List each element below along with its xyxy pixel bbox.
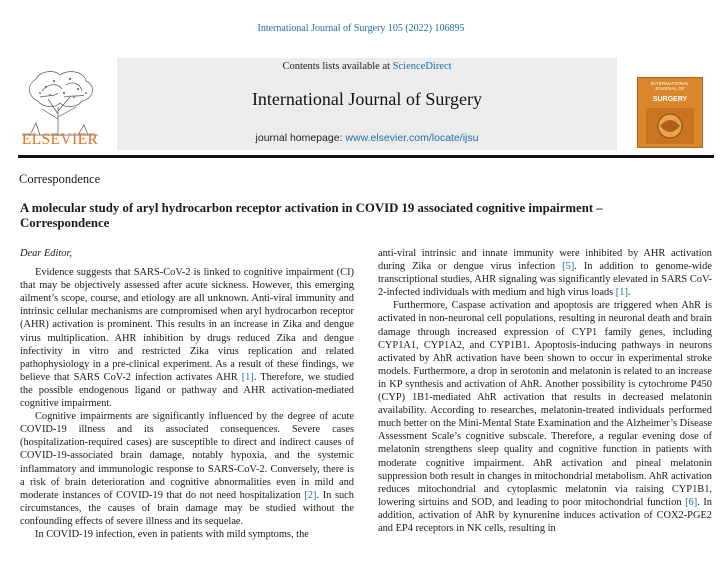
- cover-title-large: SURGERY: [652, 96, 688, 103]
- paragraph: Evidence suggests that SARS-CoV-2 is linked to cognitive impairment (CI) that may be objectively assessed after acute sickness. However, this emerging ailment’s scope, course, and etiology are all unknown. Anti-viral immunity and intrinsic cellular mechanisms are compromised when aryl hydrocarbon receptor (AHR) activation is prominent. This results in an increase in Zika and dengue virus multiplication. AHR inhibition by drugs reduced Zika and dengue infectivity in vitro and restricted Zika virus replication and related pathophysiology in a pre-clinical experiment. As a result of these findings, we believe that SARS CoV-2 infection activates AHR [1]. Therefore, we studied the possible endogenous ligand or pathway and AHR activation-mediated cognitive impairment.: [20, 267, 354, 410]
- journal-cover-thumbnail[interactable]: [637, 77, 703, 148]
- journal-title: International Journal of Surgery: [251, 89, 483, 109]
- article-column-left: [20, 247, 354, 541]
- reference-link[interactable]: [1]: [241, 371, 254, 383]
- journal-homepage: [117, 132, 617, 144]
- journal-citation[interactable]: International Journal of Surgery 105 (2022) 106895: [257, 23, 465, 34]
- cover-illustration: [646, 108, 694, 144]
- paragraph: anti-viral intrinsic and innate immunity were inhibited by AHR activation during Zika or dengue virus infection [5]. In addition to genome-wide transcriptional studies, AHR signaling was significantly elevated in SARS CoV-2-infected individuals with medium and high virus loads [1].: [378, 248, 712, 299]
- elsevier-wordmark: ELSEVIER: [21, 131, 99, 148]
- journal-masthead: [117, 58, 617, 150]
- cover-title-small: [638, 81, 702, 91]
- reference-link[interactable]: [1]: [615, 287, 628, 299]
- sciencedirect-link[interactable]: ScienceDirect: [392, 61, 452, 72]
- article-title: A molecular study of aryl hydrocarbon receptor activation in COVID 19 associated cognitive impairment – Correspondence: [20, 201, 603, 230]
- salutation: Dear Editor,: [20, 248, 72, 259]
- reference-link[interactable]: [2]: [304, 489, 317, 501]
- cover-line-1: INTERNATIONAL: [650, 81, 690, 86]
- article-column-right: [378, 247, 712, 535]
- paragraph: In COVID-19 infection, even in patients with mild symptoms, the: [35, 528, 309, 540]
- contents-prefix: Contents lists available at: [282, 61, 393, 72]
- homepage-link[interactable]: www.elsevier.com/locate/ijsu: [345, 132, 479, 144]
- header-divider: [18, 155, 714, 158]
- reference-link[interactable]: [5]: [562, 261, 575, 273]
- reference-link[interactable]: [6]: [685, 496, 698, 508]
- paragraph: Furthermore, Caspase activation and apoptosis are triggered when AhR is activated in non-neuronal cell populations, resulting in neuronal death and brain damage through increased expression of CYP1 family genes, including CYP1A1, CYP1A2, and CYP1B1. Apoptosis-inducing pathways in neurons activated by AhR activation have been shown to occur in experimental stroke models. Furthermore, a drop in serotonin and melatonin is related to an increase in KP synthesis and activation of AhR. Another possibility is cytochrome P450 (CYP) 1B1-mediated AhR activation that results in decreased melatonin availability. According to researches, melatonin-treated individuals performed much better on the Mini-Mental State Examination and the Alzheimer’s Disease Assessment Scale’s cognitive subscale. Therefore, a regular evening dose of melatonin strengthens sleep quality and cognitive function in patients with moderate cognitive impairment. AhR activation and pineal melatonin suppression both result in changes in mitochondrial metabolism. AhR activation reduces mitochondrial and cytoplasmic melatonin via raising CYP1B1, lowering sirtuins and SOD, and leading to poor mitochondrial function [6]. In addition, activation of AhR by kynurenine induces activation of COX2-PGE2 and EP4 receptors in NK cells, resulting in: [378, 300, 712, 534]
- contents-line: [117, 61, 617, 72]
- cover-line-2: JOURNAL OF: [654, 86, 686, 91]
- homepage-prefix: journal homepage:: [255, 132, 346, 144]
- paragraph: Cognitive impairments are significantly influenced by the degree of acute COVID-19 illness and its associated consequences. Severe cases (hospitalization-required cases) are susceptible to direct and indirect causes of COVID-19-associated brain damage, notably hypoxia, and the systemic inflammatory and immunologic response to SARS-CoV-2. Conversely, there is a risk of brain deterioration and cognitive abnormalities even in mild and moderate instances of COVID-19 that do not need hospitalization [2]. In such circumstances, the causes of brain damage may be studied without the confounding effects of severe illness and its sequelae.: [20, 411, 354, 527]
- article-section-label: Correspondence: [19, 172, 101, 186]
